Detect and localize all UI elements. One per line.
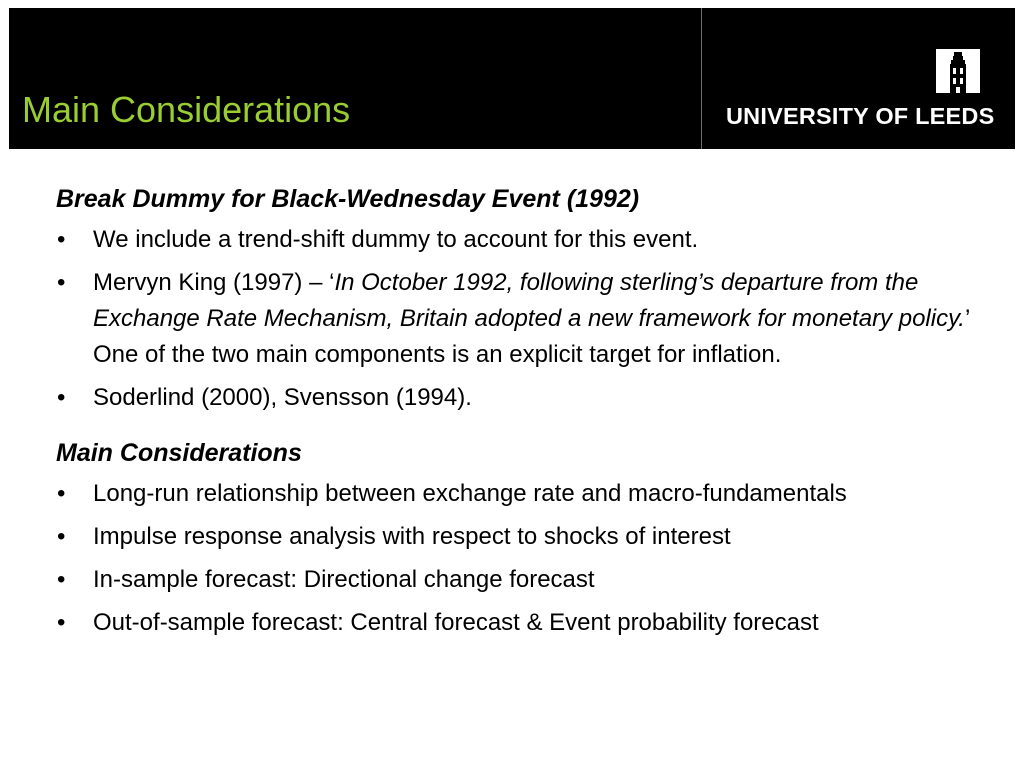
leeds-tower-icon xyxy=(936,49,980,93)
bullet-dot: • xyxy=(57,269,66,296)
bullet-dot: • xyxy=(57,523,66,550)
bullet-list-main-considerations xyxy=(56,476,996,641)
list-item-text: Out-of-sample forecast: Central forecast & Event probability forecast xyxy=(93,609,819,636)
list-item-text: In-sample forecast: Directional change forecast xyxy=(93,566,595,593)
logo-text: UNIVERSITY OF LEEDS xyxy=(726,103,995,129)
list-item-text: We include a trend-shift dummy to account for this event. xyxy=(93,226,699,253)
section-heading-main-considerations: Main Considerations xyxy=(56,439,302,467)
bullet-dot: • xyxy=(57,566,66,593)
header-divider xyxy=(701,8,702,149)
list-item xyxy=(56,380,996,416)
list-item xyxy=(56,265,996,373)
bullet-dot: • xyxy=(57,226,66,253)
list-item xyxy=(56,562,996,598)
slide-title: Main Considerations xyxy=(22,89,351,130)
list-item-text-suffix: ’ One of the two main components is an explicit target for inflation. xyxy=(93,305,970,368)
list-item-text: Soderlind (2000), Svensson (1994). xyxy=(93,384,472,411)
quotation: In October 1992, following sterling’s departure from the Exchange Rate Mechanism, Britain adopted a new framework for monetary policy. xyxy=(93,269,965,332)
university-logo xyxy=(726,46,995,132)
bullet-dot: • xyxy=(57,480,66,507)
header-bar xyxy=(9,8,1015,149)
bullet-list-black-wednesday xyxy=(56,222,996,416)
list-item-text-prefix: Mervyn King (1997) – ‘ xyxy=(93,269,335,296)
list-item xyxy=(56,222,996,258)
list-item xyxy=(56,519,996,555)
list-item-text: Impulse response analysis with respect to shocks of interest xyxy=(93,523,731,550)
bullet-dot: • xyxy=(57,609,66,636)
slide-content xyxy=(56,182,996,648)
section-heading-black-wednesday: Break Dummy for Black-Wednesday Event (1992) xyxy=(56,185,640,213)
list-item xyxy=(56,476,996,512)
list-item-text: Long-run relationship between exchange rate and macro-fundamentals xyxy=(93,480,847,507)
bullet-dot: • xyxy=(57,384,66,411)
list-item xyxy=(56,605,996,641)
